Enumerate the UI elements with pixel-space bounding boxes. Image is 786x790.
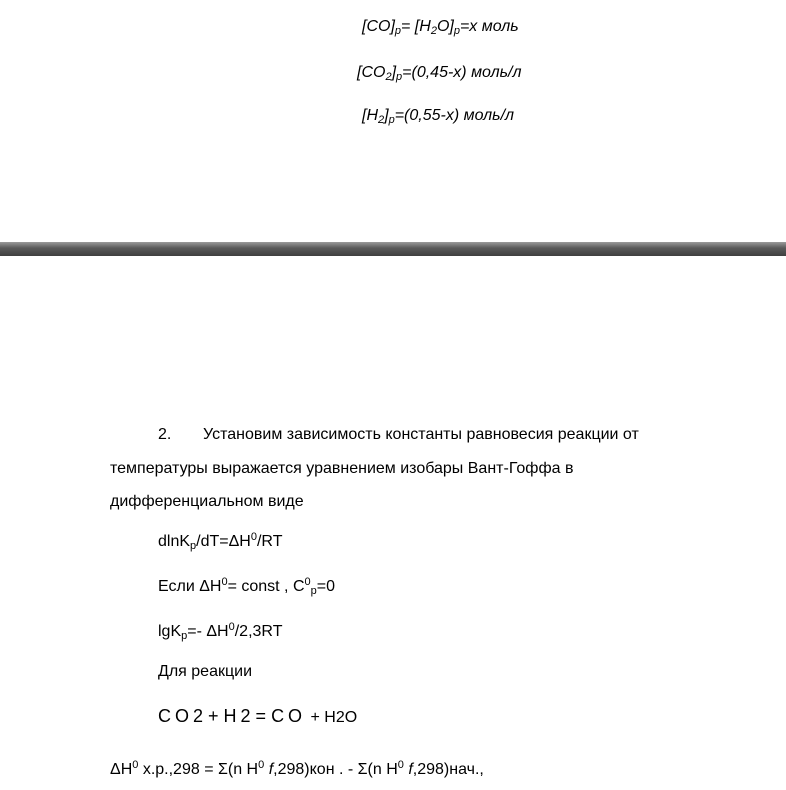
page-divider — [0, 242, 786, 256]
equilibrium-h2: [H2]p=(0,55-x) моль/л — [362, 107, 515, 126]
reaction-heading: Для реакции — [158, 663, 253, 680]
equilibrium-co-h2o: [CO]p= [H2O]p=x моль — [362, 18, 519, 37]
reaction-equation: CO2 + H 2 = CO + H2O — [158, 706, 358, 726]
section-number: 2. — [158, 426, 172, 443]
equilibrium-co2: [CO2]p=(0,45-x) моль/л — [357, 64, 522, 83]
paragraph-line-2: температуры выражается уравнением изобары Вант-Гоффа в — [110, 460, 574, 477]
paragraph-line-1: Установим зависимость константы равновесия реакции от — [203, 426, 639, 443]
enthalpy-formula: $\Delta H^0$ х.р.,298 = Σ(n $H^0$ f,298)кон . - Σ(n $H^0$ f,298)нач., — [110, 759, 484, 778]
condition-line: Если $\Delta H^0=$ const , $C^0p=0$ — [158, 576, 335, 597]
vant-hoff-differential: dlnKp/$dT=\Delta H^0/RT$ — [158, 531, 283, 552]
paragraph-line-3: дифференциальном виде — [110, 493, 304, 510]
integrated-form: lgKp=- $\Delta H^0/2,3RT$ — [158, 621, 283, 642]
